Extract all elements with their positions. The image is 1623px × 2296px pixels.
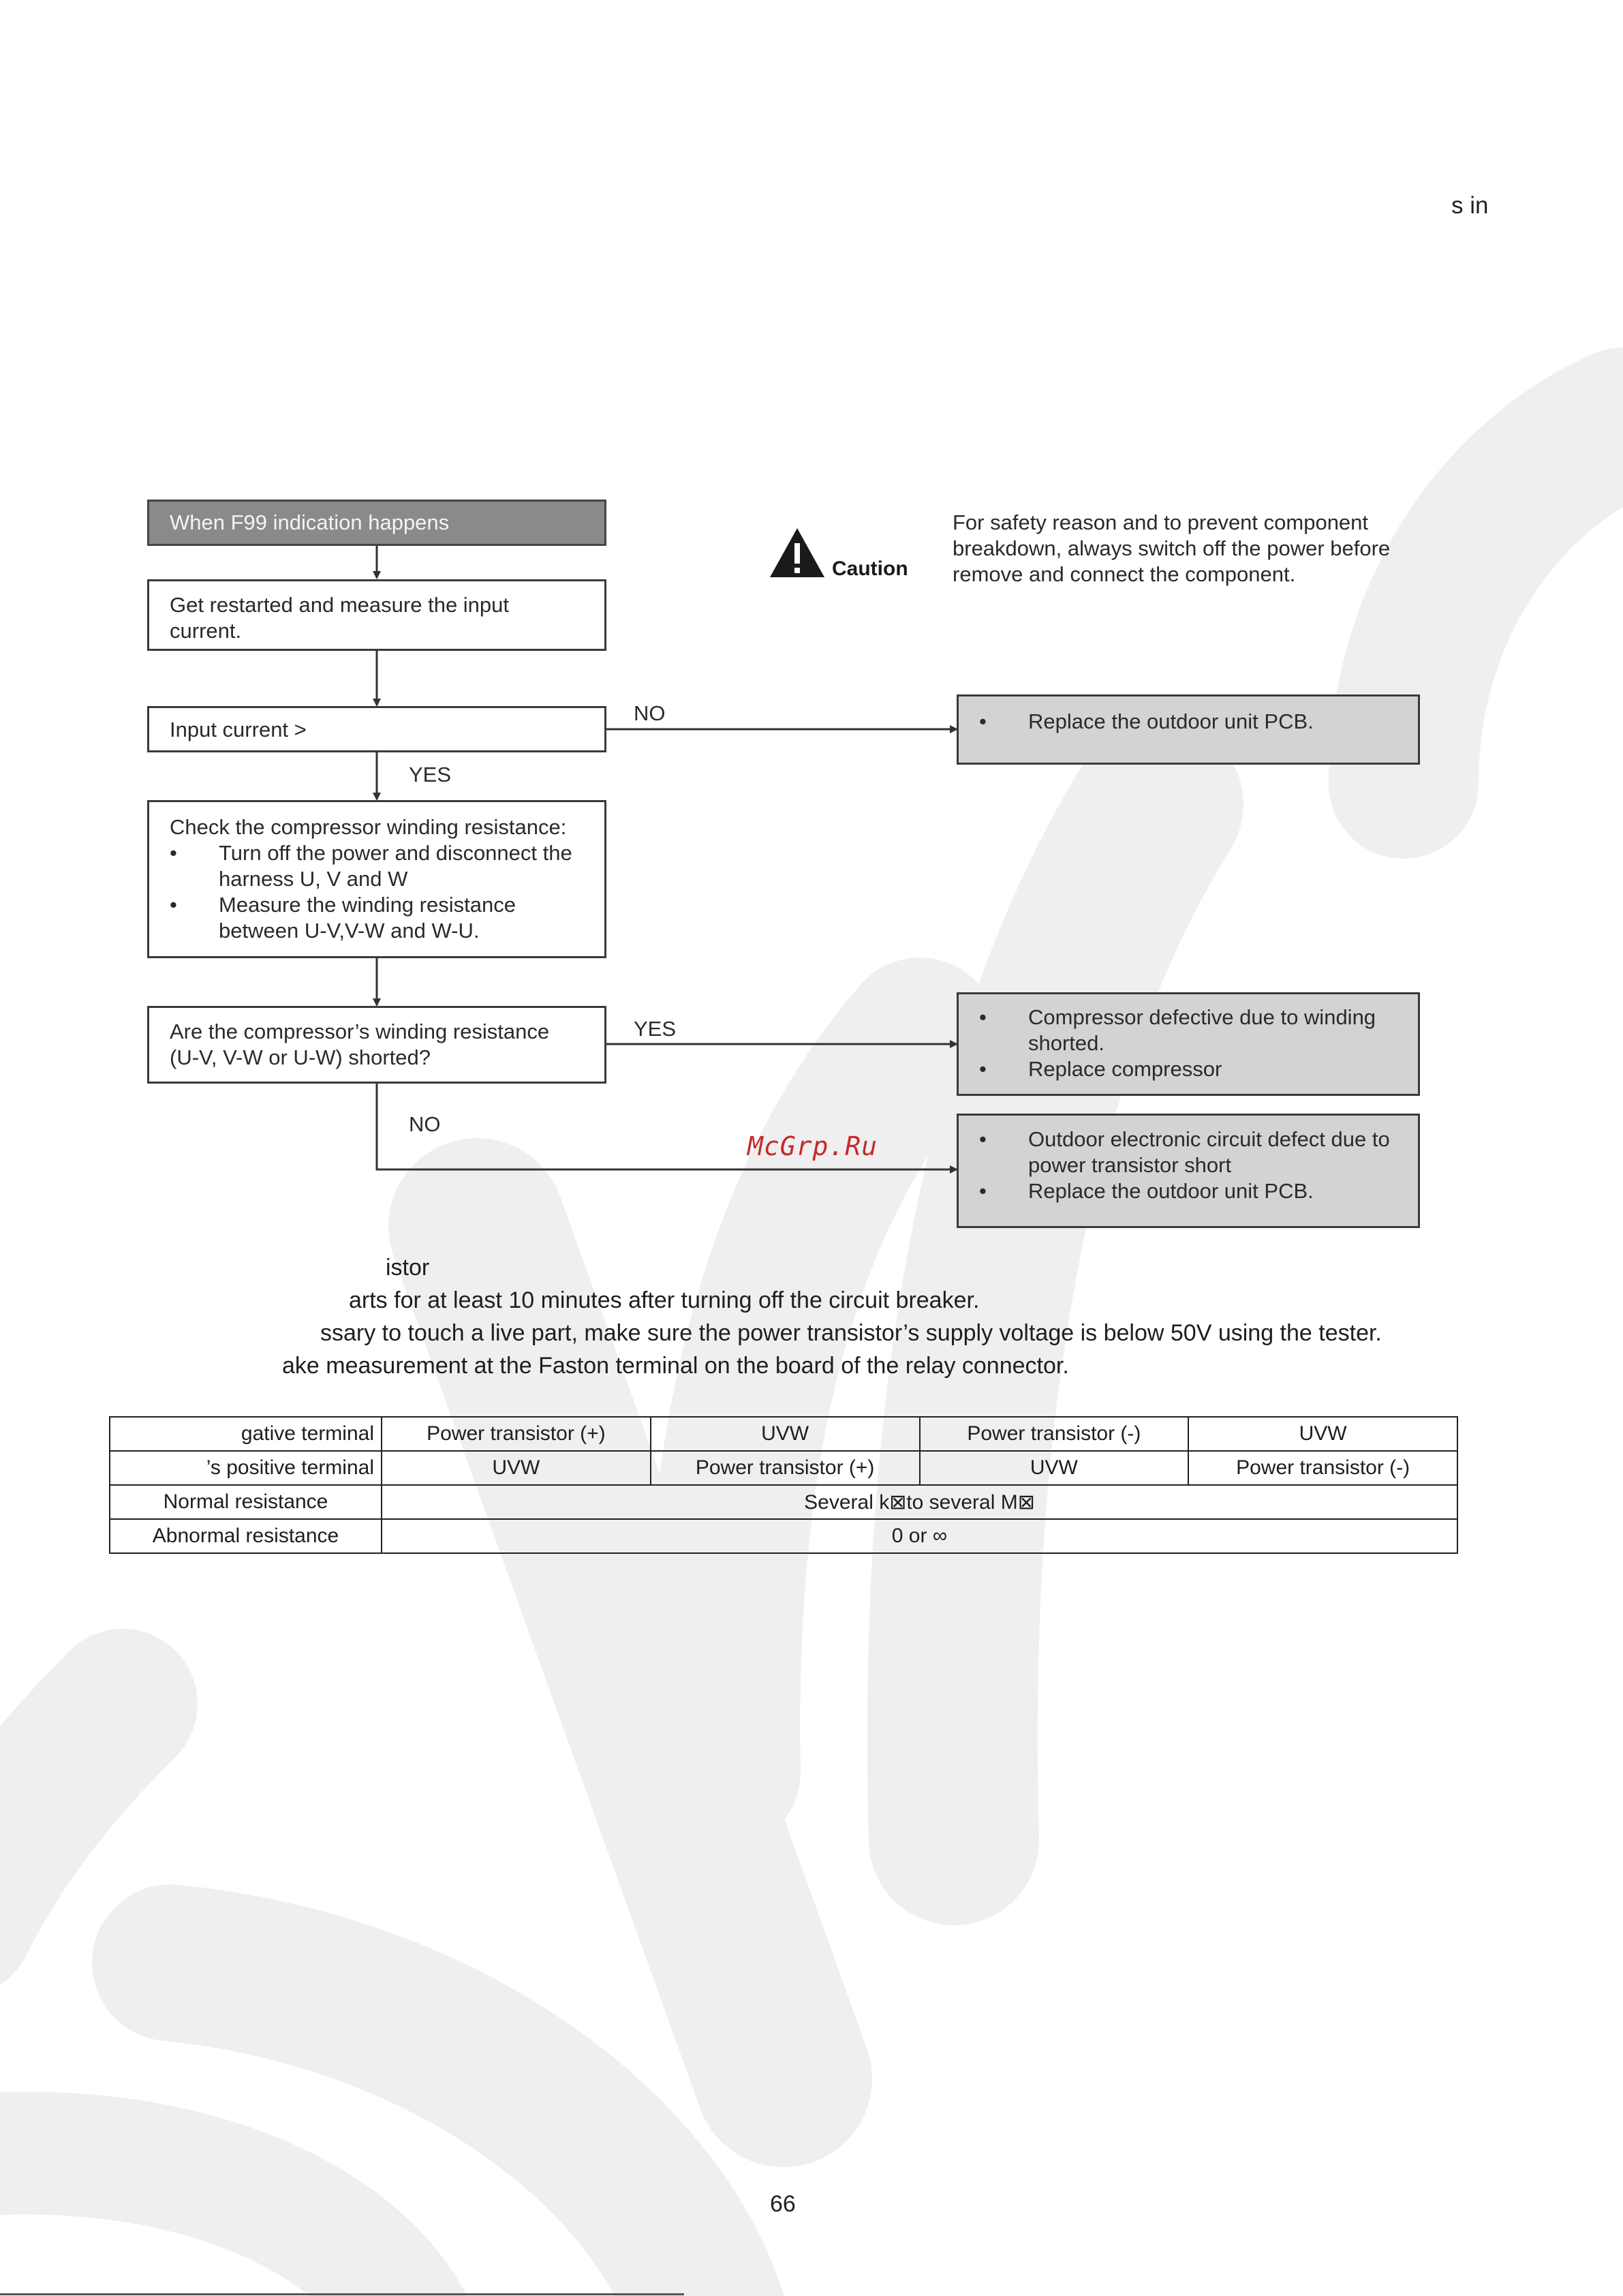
flow-step2-box (147, 706, 606, 752)
flow-step2-yes-label: YES (409, 763, 452, 786)
bullet-icon: • (979, 1179, 987, 1203)
flow-step1-box (147, 579, 606, 651)
table-row (110, 1519, 1457, 1553)
bullet-icon: • (979, 1127, 987, 1151)
resistance-table (109, 1416, 1458, 1554)
flow-result-no-2-item (979, 1178, 1418, 1204)
flow-step4-yes-label: YES (634, 1017, 677, 1041)
flow-result-yes-item (979, 1005, 1418, 1056)
flow-step4-text: Are the compressor’s winding resistance (U-V, V-W or U-W) shorted? (170, 1020, 550, 1069)
note-line-1: istor (386, 1255, 430, 1281)
caution-label: Caution (832, 557, 908, 580)
table-cell: 0 or ∞ (382, 1519, 1457, 1553)
flow-start-box (147, 500, 606, 546)
table-cell: Abnormal resistance (110, 1519, 382, 1553)
flow-result-yes-box (957, 992, 1420, 1096)
table-row (110, 1451, 1457, 1485)
flow-step3-title: Check the compressor winding resistance: (170, 815, 567, 839)
bullet-icon: • (979, 1005, 987, 1029)
table-cell: Power transistor (-) (1188, 1451, 1457, 1485)
table-row (110, 1417, 1457, 1451)
warning-triangle-icon (769, 527, 826, 579)
flow-result-no-2-bullet-2: Replace the outdoor unit PCB. (1028, 1179, 1314, 1203)
flow-step3-bullet-2: Measure the winding resistance between U-V,V-W and W-U. (219, 893, 516, 943)
table-row (110, 1485, 1457, 1519)
table-cell: UVW (920, 1451, 1189, 1485)
flow-result-no-1-item (979, 709, 1418, 735)
flow-step3-item (170, 892, 591, 944)
flow-step2-no-label: NO (634, 701, 666, 725)
flow-step2-text: Input current > (170, 718, 307, 741)
flow-result-no-2-box (957, 1114, 1420, 1228)
table-cell: Power transistor (+) (651, 1451, 920, 1485)
table-cell: UVW (1188, 1417, 1457, 1451)
bullet-icon: • (979, 709, 987, 733)
note-line-2: arts for at least 10 minutes after turning off the circuit breaker. (349, 1287, 980, 1313)
table-cell: Power transistor (-) (920, 1417, 1189, 1451)
bottom-divider (0, 2293, 684, 2295)
table-cell: UVW (651, 1417, 920, 1451)
flow-result-no-2-bullet-1: Outdoor electronic circuit defect due to power transistor short (1028, 1127, 1390, 1177)
table-cell: ’s positive terminal (110, 1451, 382, 1485)
header-fragment: s in (1451, 192, 1489, 219)
flow-result-no-2-item (979, 1127, 1418, 1178)
site-watermark-text: McGrp.Ru (747, 1131, 878, 1161)
note-line-4: ake measurement at the Faston terminal on the board of the relay connector. (282, 1353, 1069, 1379)
flow-result-yes-bullet-1: Compressor defective due to winding shorted. (1028, 1005, 1376, 1055)
page-number: 66 (770, 2191, 796, 2217)
flow-result-no-1-box (957, 694, 1420, 765)
caution-text: For safety reason and to prevent component breakdown, always switch off the power before remove and connect the component. (953, 510, 1391, 586)
table-cell: Normal resistance (110, 1485, 382, 1519)
table-cell: UVW (382, 1451, 651, 1485)
bullet-icon: • (170, 893, 177, 917)
flow-step4-box (147, 1006, 606, 1084)
flow-result-yes-bullet-2: Replace compressor (1028, 1057, 1222, 1081)
flow-start-text: When F99 indication happens (170, 510, 450, 534)
flow-step3-box (147, 800, 606, 958)
flow-step3-bullet-1: Turn off the power and disconnect the harness U, V and W (219, 841, 572, 891)
bullet-icon: • (170, 841, 177, 865)
table-cell: gative terminal (110, 1417, 382, 1451)
note-line-3: ssary to touch a live part, make sure the power transistor’s supply voltage is below 50V using the tester. (320, 1320, 1382, 1346)
table-cell: Several k⊠to several M⊠ (382, 1485, 1457, 1519)
table-cell: Power transistor (+) (382, 1417, 651, 1451)
flow-step1-text: Get restarted and measure the input current. (170, 593, 510, 643)
bullet-icon: • (979, 1057, 987, 1081)
flow-step4-no-label: NO (409, 1112, 441, 1136)
flow-result-yes-item (979, 1056, 1418, 1082)
flow-step3-item (170, 840, 591, 892)
flow-result-no-1-text: Replace the outdoor unit PCB. (1028, 709, 1314, 733)
